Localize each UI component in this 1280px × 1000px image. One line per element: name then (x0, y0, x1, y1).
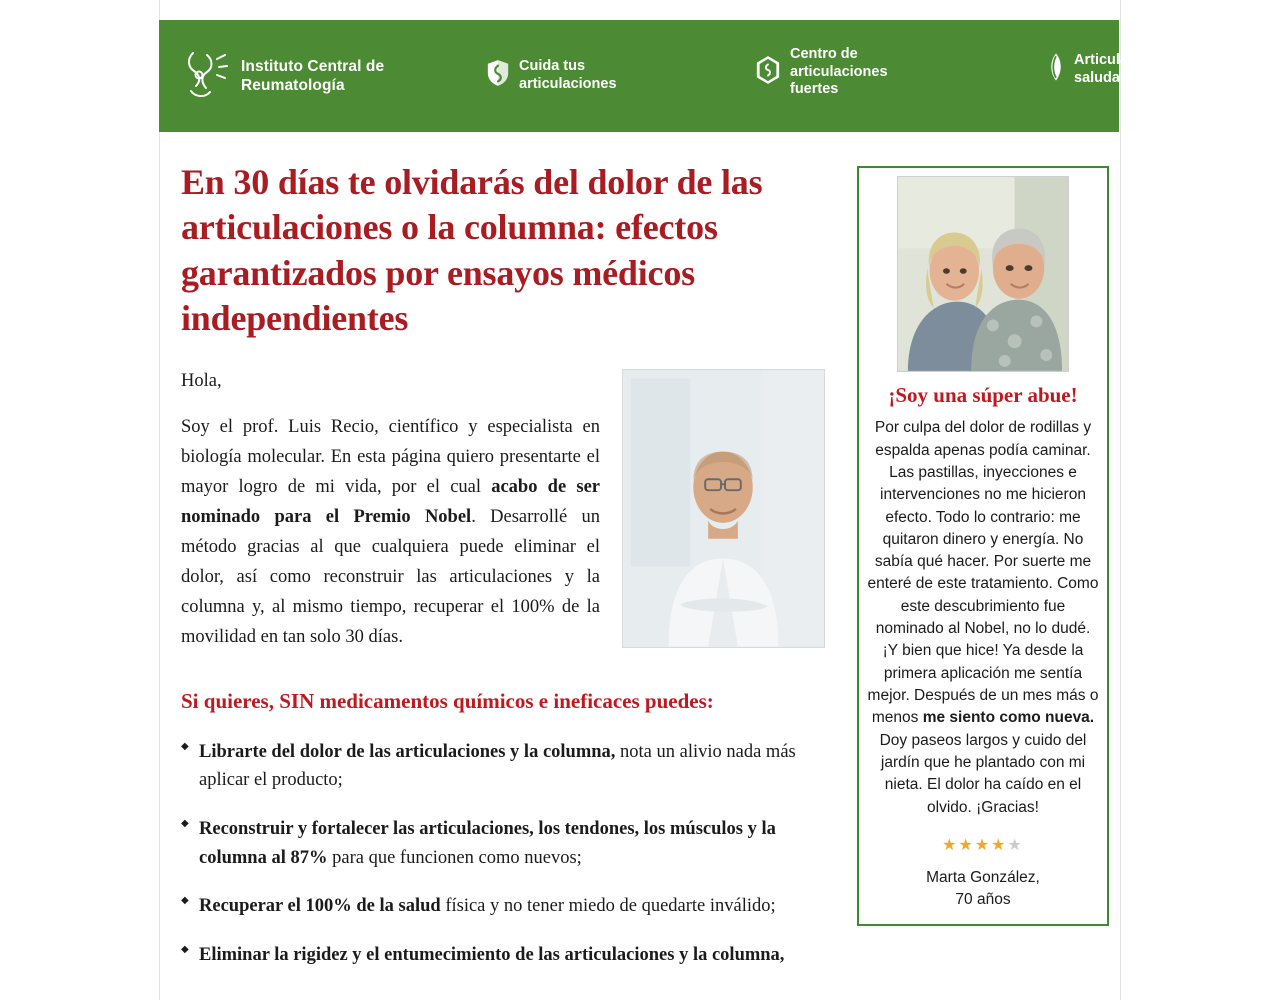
article-column (159, 132, 849, 990)
greeting-text: Hola, (181, 371, 222, 392)
testimonial-photo (897, 176, 1069, 372)
feature-line-1: Articulaciones (1074, 52, 1174, 68)
benefit-bold: Eliminar la rigidez y el entumecimiento de las articulaciones y la columna, (199, 944, 785, 965)
intro-part-2: . Desarrollé un método gracias al que cualquiera puede eliminar el dolor, así como reconstruir las articulaciones y la columna y, al mismo tiempo, recuperar el 100% de la movilidad en tan solo 30 días. (181, 507, 600, 648)
list-item (181, 738, 825, 795)
header-feature-label (1074, 52, 1174, 87)
feature-line-2: saludables (1074, 69, 1149, 86)
header-feature-label (790, 46, 888, 99)
content-area (159, 132, 1121, 990)
header-feature-label (519, 58, 617, 93)
brand-block[interactable] (177, 47, 487, 105)
feature-line-1: Centro de (790, 46, 858, 62)
benefits-subheading: Si quieres, SIN medicamentos químicos e ineficaces puedes: (181, 689, 714, 714)
knee-joint-icon (177, 47, 229, 105)
testimonial-text (867, 417, 1099, 819)
list-item (181, 892, 825, 921)
brand-line-2: Reumatología (241, 77, 345, 94)
intro-part-1: Soy el prof. Luis Recio, científico y especialista en biología molecular. En esta página quiero presentarte el mayor logro de mi vida, por el cual (181, 417, 600, 498)
testimonial-author (867, 867, 1099, 910)
testimonial-card (857, 166, 1109, 926)
star-icon: ★ (974, 836, 992, 854)
benefit-rest: para que funcionen como nuevos; (327, 847, 582, 868)
page-title: En 30 días te olvidarás del dolor de las articulaciones o la columna: efectos garantizados por ensayos médicos independientes (181, 162, 763, 339)
feature-line-2: articulaciones (790, 63, 888, 80)
benefit-rest: nota un alivio nada más aplicar el producto; (199, 741, 796, 791)
star-icon-empty: ★ (1007, 836, 1024, 854)
benefits-list (181, 738, 825, 970)
author-age: 70 años (955, 890, 1011, 908)
testimonial-title: ¡Soy una súper abue! (888, 383, 1078, 407)
doctor-portrait-image (622, 369, 825, 648)
star-icon: ★ (991, 836, 1008, 854)
benefit-rest: física y no tener miedo de quedarte inválido; (440, 896, 776, 917)
hexagon-bone-icon (755, 55, 781, 90)
benefit-bold: Recuperar el 100% de la salud (199, 896, 441, 917)
benefit-bold: Reconstruir y fortalecer las articulaciones, los tendones, los músculos y la columna al 87% (199, 818, 776, 868)
testimonial-column (849, 132, 1121, 990)
star-icon: ★ (942, 836, 959, 854)
list-item (181, 815, 825, 872)
rating-stars (867, 835, 1099, 855)
feature-line-1: Cuida tus (519, 58, 586, 74)
testimonial-bold: me siento como nueva. (922, 709, 1095, 727)
header-feature-articulaciones-saludables (1047, 52, 1207, 87)
brand-name (241, 57, 384, 96)
shield-joint-icon (486, 59, 510, 92)
brand-line-1: Instituto Central de (241, 57, 385, 75)
header-feature-cuida-tus-articulaciones (486, 58, 646, 93)
list-item (181, 941, 825, 970)
header-feature-centro-articulaciones-fuertes (755, 46, 935, 99)
spine-leaf-icon (1047, 52, 1065, 87)
feature-line-2: articulaciones (519, 75, 617, 92)
feature-line-3: fuertes (790, 81, 839, 98)
benefit-bold: Librarte del dolor de las articulaciones y la columna, (199, 741, 616, 762)
star-icon: ★ (958, 836, 975, 854)
testimonial-part-2: Doy paseos largos y cuido del jardín que he plantado con mi nieta. El dolor ha caído en el olvido. ¡Gracias! (879, 731, 1087, 816)
intro-bold: acabo de ser nominado para el Premio Nobel (181, 477, 600, 528)
testimonial-part-1: Por culpa del dolor de rodillas y espalda apenas podía caminar. Las pastillas, inyecciones e intervenciones no me hicieron efecto. Todo lo contrario: me quitaron dinero y energía. No sabía qué hacer. Por suerte me enteré de este tratamiento. Como este descubrimiento fue nominado al Nobel, no lo dudé. ¡Y bien que hice! Ya desde la primera aplicación me sentía mejor. Después de un mes más o menos (867, 419, 1099, 727)
author-name: Marta González, (926, 868, 1040, 886)
